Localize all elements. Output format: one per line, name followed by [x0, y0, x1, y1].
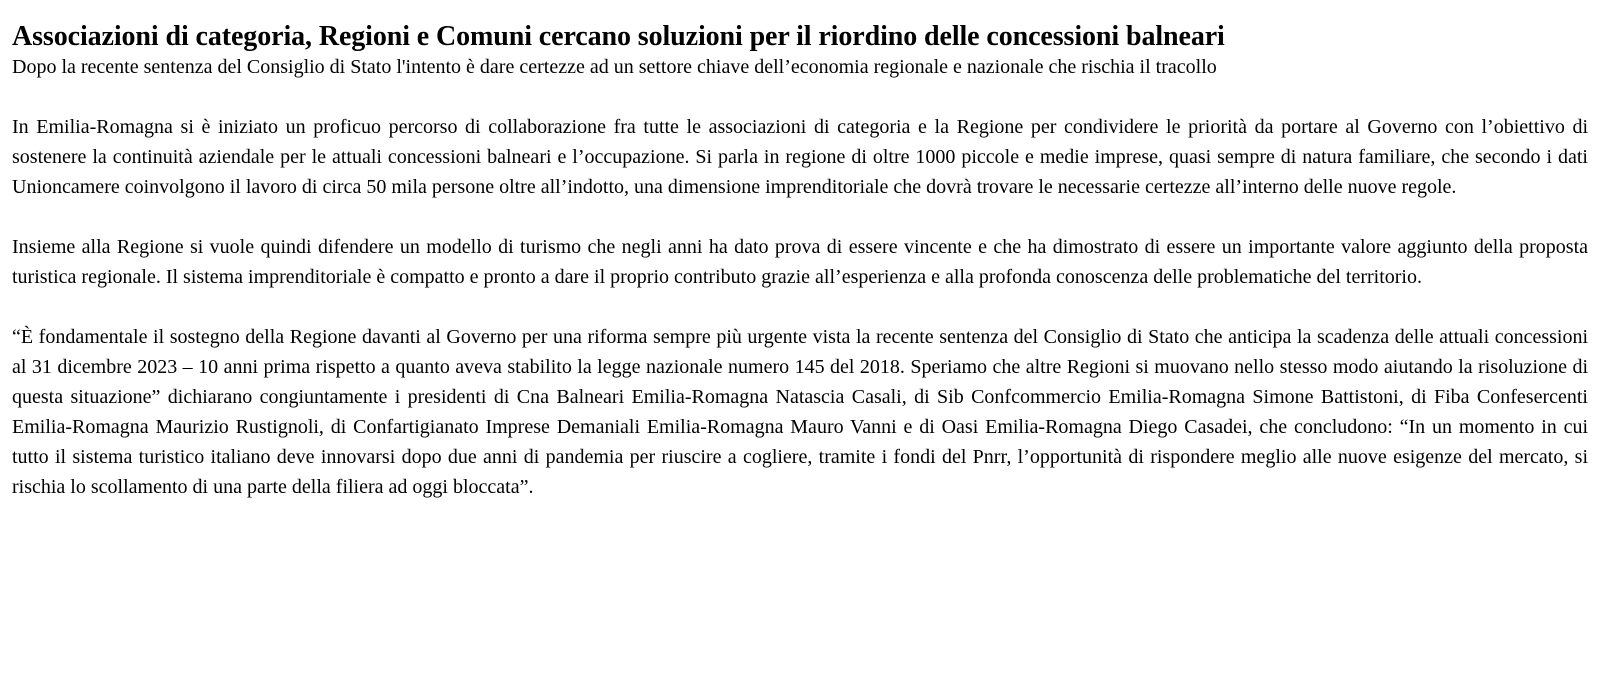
article-body	[12, 112, 1588, 502]
article-subtitle: Dopo la recente sentenza del Consiglio di Stato l'intento è dare certezze ad un settore chiave dell’economia regionale e nazionale che rischia il tracollo	[12, 56, 1217, 78]
body-paragraph-3: “È fondamentale il sostegno della Regione davanti al Governo per una riforma sempre più urgente vista la recente sentenza del Consiglio di Stato che anticipa la scadenza delle attuali concessioni al 31 dicembre 2023 – 10 anni prima rispetto a quanto aveva stabilito la legge nazionale numero 145 del 2018. Speriamo che altre Regioni si muovano nello stesso modo aiutando la risoluzione di questa situazione” dichiarano congiuntamente i presidenti di Cna Balneari Emilia-Romagna Natascia Casali, di Sib Confcommercio Emilia-Romagna Simone Battistoni, di Fiba Confesercenti Emilia-Romagna Maurizio Rustignoli, di Confartigianato Imprese Demaniali Emilia-Romagna Mauro Vanni e di Oasi Emilia-Romagna Diego Casadei, che concludono: “In un momento in cui tutto il sistema turistico italiano deve innovarsi dopo due anni di pandemia per riuscire a cogliere, tramite i fondi del Pnrr, l’opportunità di rispondere meglio alle nuove esigenze del mercato, si rischia lo scollamento di una parte della filiera ad oggi bloccata”.	[12, 326, 1588, 498]
body-paragraph-1: In Emilia-Romagna si è iniziato un proficuo percorso di collaborazione fra tutte le associazioni di categoria e la Regione per condividere le priorità da portare al Governo con l’obiettivo di sostenere la continuità aziendale per le attuali concessioni balneari e l’occupazione. Si parla in regione di oltre 1000 piccole e medie imprese, quasi sempre di natura familiare, che secondo i dati Unioncamere coinvolgono il lavoro di circa 50 mila persone oltre all’indotto, una dimensione imprenditoriale che dovrà trovare le necessarie certezze all’interno delle nuove regole.	[12, 116, 1588, 198]
body-paragraph-2: Insieme alla Regione si vuole quindi difendere un modello di turismo che negli anni ha dato prova di essere vincente e che ha dimostrato di essere un importante valore aggiunto della proposta turistica regionale. Il sistema imprenditoriale è compatto e pronto a dare il proprio contributo grazie all’esperienza e alla profonda conoscenza delle problematiche del territorio.	[12, 236, 1588, 288]
article-title: Associazioni di categoria, Regioni e Comuni cercano soluzioni per il riordino delle concessioni balneari	[12, 21, 1225, 52]
